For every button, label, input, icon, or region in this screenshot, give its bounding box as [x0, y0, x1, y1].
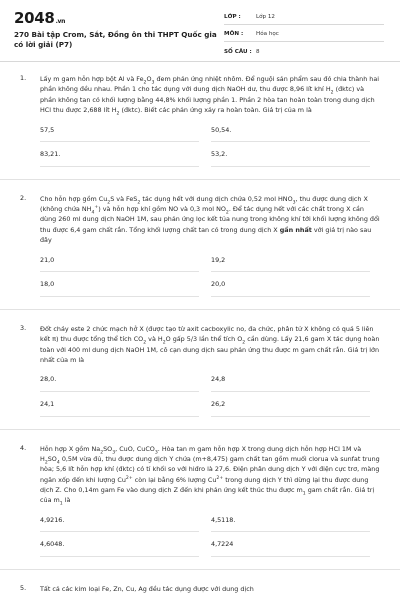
question-item	[0, 584, 400, 594]
answer-divider	[40, 271, 199, 272]
answer-label: 19,2	[211, 255, 226, 264]
answer-divider	[211, 531, 370, 532]
answer-option[interactable]	[211, 278, 382, 293]
meta-table	[224, 8, 384, 59]
meta-value: Lớp 12	[256, 13, 275, 20]
answer-label: 20,0	[211, 280, 226, 289]
answer-label: 53,2.	[211, 150, 228, 159]
answer-label: 21,0	[40, 255, 55, 264]
answer-option[interactable]	[40, 278, 211, 293]
question-number: 3.	[20, 323, 27, 332]
answer-option[interactable]	[40, 398, 211, 413]
brand-name: 2048	[14, 9, 55, 27]
question-item	[0, 444, 400, 570]
page-header	[0, 0, 400, 62]
answer-option[interactable]	[211, 148, 382, 163]
answer-options	[40, 514, 382, 553]
question-text: Đốt cháy este 2 chức mạch hở X (được tạo từ axit cacboxylic no, đa chức, phân tử X không có quá 5 liên kết π) thu được tổng thể tích $CO_2$ và $H_2O$ gấp 5/3 lần thể tích $O_2$ cần dùng. Lấy 21,6 gam X tác dụng hoàn toàn với 400 ml dung dịch NaOH 1M, cô cạn dung dịch sau phản ứng thu được m gam chất rắn. Giá trị lớn nhất của m là	[40, 324, 380, 364]
question-list	[0, 74, 400, 594]
answer-option[interactable]	[211, 398, 382, 413]
meta-row-subject	[224, 25, 384, 42]
answer-label: 4,9216.	[40, 515, 65, 524]
answer-divider	[211, 141, 370, 142]
question-number: 5.	[20, 584, 27, 592]
answer-divider	[40, 391, 199, 392]
meta-label: LỚP :	[224, 13, 241, 20]
answer-option[interactable]	[40, 254, 211, 269]
answer-divider	[211, 416, 370, 417]
answer-divider	[40, 416, 199, 417]
question-text: Lấy m gam hỗn hợp bột Al và $Fe_2O_3$ đem phản ứng nhiệt nhôm. Để nguội sản phẩm sau đó chia thành hai phần không đều nhau. Phần 1 cho tác dụng với dung dịch NaOH dư, thu được 8,96 lít khí $H_2$ (đktc) và phần không tan có khối lượng bằng 44,8% khối lượng phần 1. Phần 2 hòa tan hoàn toàn trong dung dịch HCl thu được 2,688 lít $H_2$ (đktc). Biết các phản ứng xảy ra hoàn toàn. Giá trị của m là	[40, 75, 380, 117]
meta-value: 8	[256, 48, 260, 55]
answer-label: 50,54.	[211, 125, 232, 134]
answer-option[interactable]	[40, 538, 211, 553]
answer-divider	[211, 556, 370, 557]
answer-options	[40, 124, 382, 163]
answer-label: 26,2	[211, 399, 226, 408]
question-divider	[0, 569, 400, 570]
answer-divider	[211, 391, 370, 392]
answer-divider	[40, 531, 199, 532]
question-text: Tất cả các kim loại Fe, Zn, Cu, Ag đều tác dụng được với dung dịch	[40, 585, 254, 593]
answer-option[interactable]	[211, 514, 382, 529]
question-number: 2.	[20, 193, 27, 202]
answer-option[interactable]	[211, 124, 382, 139]
answer-options	[40, 373, 382, 412]
answer-label: 4,6048.	[40, 540, 65, 549]
answer-divider	[40, 296, 199, 297]
answer-divider	[211, 296, 370, 297]
meta-value: Hóa học	[256, 30, 279, 37]
answer-option[interactable]	[40, 373, 211, 388]
answer-option[interactable]	[211, 373, 382, 388]
page-title: 270 Bài tập Crom, Sắt, Đồng ôn thi THPT Quốc gia có lời giải (P7)	[14, 30, 217, 50]
answer-divider	[40, 166, 199, 167]
answer-label: 24,8	[211, 375, 226, 384]
meta-label: MÔN :	[224, 30, 244, 37]
brand-suffix: .vn	[55, 18, 66, 25]
meta-label: SỐ CÂU :	[224, 48, 252, 55]
question-divider	[0, 429, 400, 430]
answer-label: 57,5	[40, 125, 55, 134]
answer-divider	[40, 556, 199, 557]
answer-label: 28,0.	[40, 375, 57, 384]
answer-label: 4,7224	[211, 540, 234, 549]
brand-logo[interactable]	[14, 7, 65, 30]
answer-label: 18,0	[40, 280, 55, 289]
answer-label: 24,1	[40, 399, 55, 408]
answer-divider	[211, 166, 370, 167]
question-divider	[0, 309, 400, 310]
answer-options	[40, 254, 382, 293]
question-text: Hỗn hợp X gồm $Na_2SO_3$, CuO, CuCO$_3$. Hòa tan m gam hỗn hợp X trong dung dịch hỗn hợp HCl 1M và $H_2SO_4$ 0,5M vừa đủ, thu được dung dịch Y chứa (m+8,475) gam chất tan gồm muối clorua và sunfat trung hòa; 5,6 lít hỗn hợp khí (đktc) có tỉ khối so với hiđro là 27,6. Điện phân dung dịch Y với điện cực trơ, màng ngăn xốp đến khi lượng $Cu^{2+}$ còn lại bằng 6% lượng $Cu^{2+}$ trong dung dịch Y thì dừng lại thu được dung dịch Z. Cho 0,14m gam Fe vào dung dịch Z đến khi phản ứng kết thúc thu được $m_1$ gam chất rắn. Giá trị của $m_1$ là	[40, 444, 380, 507]
answer-label: 83,21.	[40, 150, 61, 159]
question-number: 1.	[20, 74, 27, 82]
question-item	[0, 324, 400, 430]
answer-option[interactable]	[211, 254, 382, 269]
answer-divider	[211, 271, 370, 272]
meta-row-count	[224, 42, 384, 59]
question-divider	[0, 179, 400, 180]
answer-label: 4,5118.	[211, 515, 236, 524]
question-text: Cho hỗn hợp gồm $Cu_2S$ và FeS$_2$ tác dụng hết với dung dịch chứa 0,52 mol $HNO_3$, thu được dung dịch X (không chứa $NH_4^+$) và hỗn hợp khí gồm NO và 0,3 mol $NO_2$. Để tác dụng hết với các chất trong X cần dùng 260 ml dung dịch NaOH 1M, sau phản ứng lọc kết tủa nung trong không khí tới khối lượng không đổi thu được 6,4 gam chất rắn. Tổng khối lượng chất tan có trong dung dịch X gần nhất với giá trị nào sau đây	[40, 194, 380, 245]
meta-row-class	[224, 8, 384, 25]
answer-option[interactable]	[40, 514, 211, 529]
answer-divider	[40, 141, 199, 142]
answer-option[interactable]	[40, 124, 211, 139]
answer-option[interactable]	[40, 148, 211, 163]
question-item	[0, 194, 400, 310]
question-number: 4.	[20, 443, 27, 452]
question-item	[0, 74, 400, 180]
answer-option[interactable]	[211, 538, 382, 553]
